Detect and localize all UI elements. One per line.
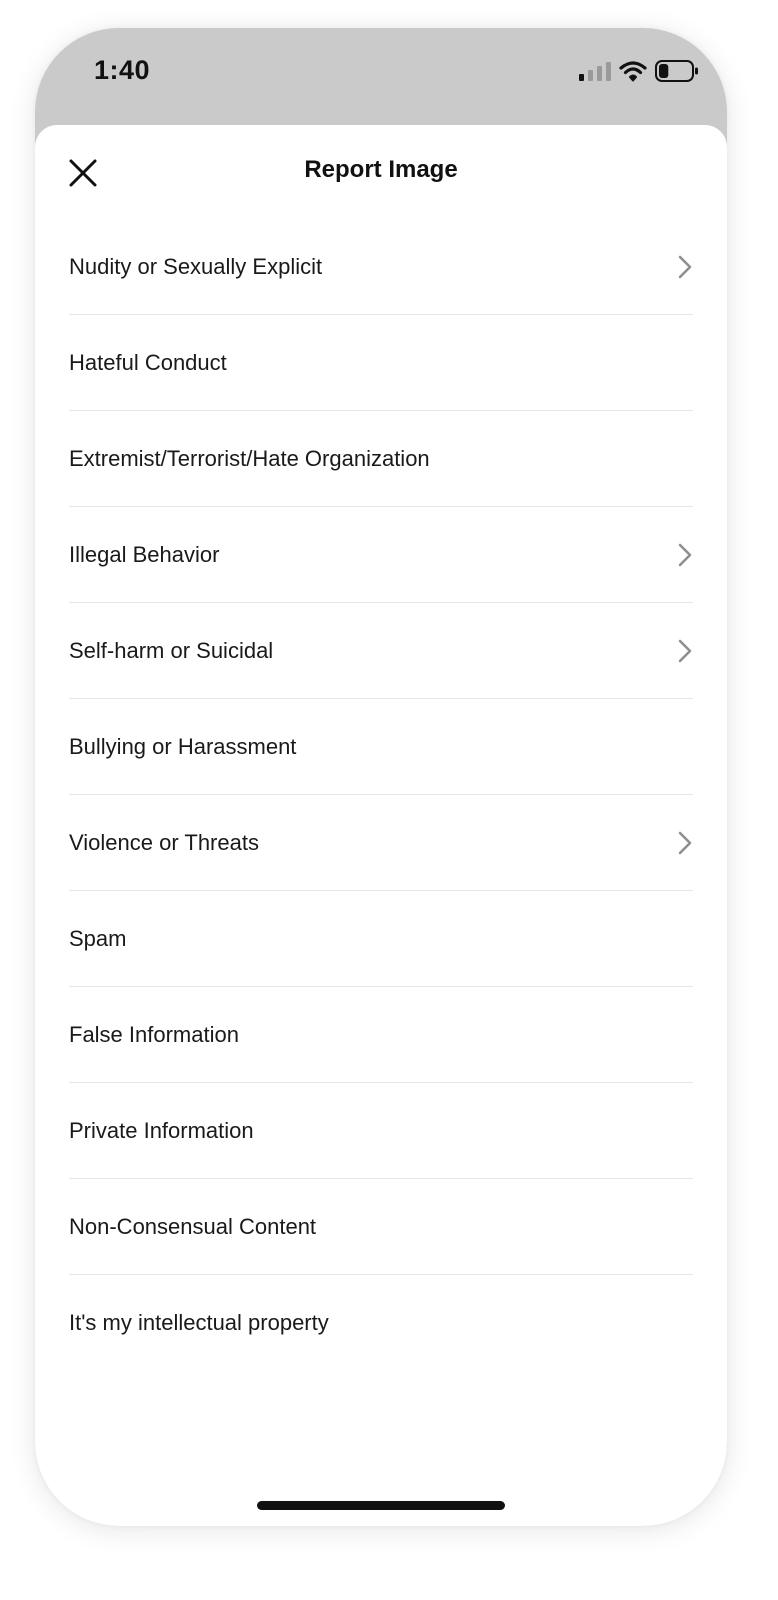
report-reason-item[interactable] <box>69 795 693 891</box>
status-icons <box>579 59 699 83</box>
status-bar <box>35 28 727 125</box>
report-reason-label: Non-Consensual Content <box>69 1213 317 1239</box>
report-reason-label: Hateful Conduct <box>69 349 227 375</box>
report-sheet <box>35 125 727 1526</box>
report-reason-item[interactable] <box>69 699 693 795</box>
report-reason-label: False Information <box>69 1021 239 1047</box>
report-reason-label: It's my intellectual property <box>69 1309 329 1335</box>
report-reason-item[interactable] <box>69 1275 693 1370</box>
report-reason-item[interactable] <box>69 987 693 1083</box>
chevron-right-icon <box>677 542 693 568</box>
report-reason-label: Bullying or Harassment <box>69 733 297 759</box>
phone-frame <box>35 28 727 1526</box>
report-reason-label: Private Information <box>69 1117 254 1143</box>
report-reason-label: Self-harm or Suicidal <box>69 637 274 663</box>
report-reason-item[interactable] <box>69 1179 693 1275</box>
page-title: Report Image <box>304 156 458 183</box>
report-reason-item[interactable] <box>69 411 693 507</box>
report-reason-item[interactable] <box>69 219 693 315</box>
report-reason-label: Extremist/Terrorist/Hate Organization <box>69 445 430 471</box>
report-reason-label: Illegal Behavior <box>69 541 220 567</box>
report-reason-label: Nudity or Sexually Explicit <box>69 253 323 279</box>
sheet-header <box>35 125 727 220</box>
status-time: 1:40 <box>94 55 151 85</box>
report-reason-item[interactable] <box>69 1083 693 1179</box>
report-reason-list <box>69 219 693 1370</box>
chevron-right-icon <box>677 254 693 280</box>
chevron-right-icon <box>677 830 693 856</box>
chevron-right-icon <box>677 638 693 664</box>
home-indicator <box>257 1501 505 1510</box>
report-reason-label: Violence or Threats <box>69 829 259 855</box>
report-reason-item[interactable] <box>69 603 693 699</box>
report-reason-label: Spam <box>69 925 127 951</box>
report-reason-item[interactable] <box>69 507 693 603</box>
cellular-signal-icon <box>579 61 611 81</box>
battery-icon <box>655 60 699 82</box>
report-reason-item[interactable] <box>69 315 693 411</box>
report-reason-item[interactable] <box>69 891 693 987</box>
wifi-icon <box>619 60 647 82</box>
